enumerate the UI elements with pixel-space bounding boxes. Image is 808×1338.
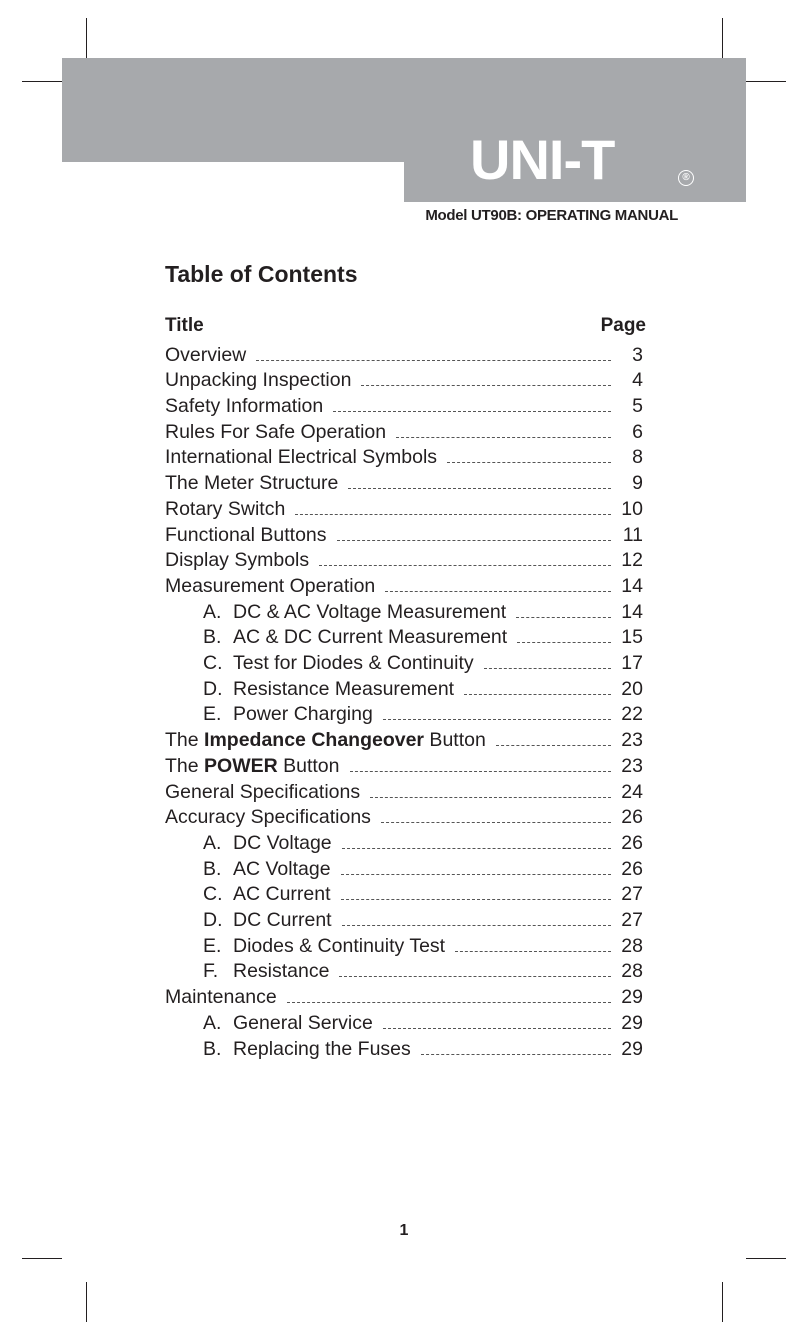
dot-leader — [383, 719, 611, 720]
toc-entry — [165, 494, 643, 520]
toc-entry-text: Diodes & Continuity Test — [233, 934, 446, 957]
toc-entry-letter: B. — [203, 1037, 222, 1060]
toc-entry — [203, 905, 643, 931]
toc-entry-title — [203, 935, 445, 957]
toc-entry-text: International Electrical Symbols — [165, 446, 438, 469]
toc-entry — [203, 1008, 643, 1034]
toc-entry-title — [165, 575, 375, 597]
toc-entry-letter: B. — [203, 626, 222, 649]
toc-entry — [203, 597, 643, 623]
toc-entry-letter: A. — [203, 600, 222, 623]
toc-entry — [165, 571, 643, 597]
toc-entry — [165, 751, 643, 777]
toc-entry-text: AC Current — [233, 883, 331, 906]
toc-entry-title — [165, 395, 323, 417]
toc-entry-text: Rules For Safe Operation — [165, 420, 387, 443]
toc-entry-title — [165, 472, 338, 494]
toc-entry — [203, 931, 643, 957]
dot-leader — [342, 848, 611, 849]
toc-entry-text: DC Current — [233, 909, 332, 932]
toc-entry-page: 14 — [621, 600, 643, 623]
toc-entry-title — [203, 652, 474, 674]
dot-leader — [361, 385, 611, 386]
toc-entry-text: Overview — [165, 343, 247, 366]
toc-entry-text: Button — [277, 754, 340, 777]
dot-leader — [484, 668, 611, 669]
toc-entry-letter: F. — [203, 960, 219, 983]
toc-entry-text: Display Symbols — [165, 549, 310, 572]
toc-entry-title — [203, 678, 454, 700]
toc-entry-title — [203, 601, 506, 623]
crop-mark — [22, 81, 62, 82]
toc-entry — [165, 520, 643, 546]
toc-entry-page: 22 — [621, 703, 643, 726]
toc-entry-page: 26 — [621, 857, 643, 880]
toc-entry-title — [165, 806, 371, 828]
dot-leader — [516, 617, 611, 618]
model-line: Model UT90B: OPERATING MANUAL — [425, 207, 678, 224]
toc-entry-title — [165, 421, 386, 443]
page-number: 1 — [399, 1222, 409, 1239]
toc-entry-text: Functional Buttons — [165, 523, 327, 546]
dot-leader — [455, 951, 611, 952]
toc-entry-page: 23 — [621, 754, 643, 777]
toc-entry-page: 20 — [621, 677, 643, 700]
toc-entry-text: Measurement Operation — [165, 574, 376, 597]
toc-entry-page: 4 — [632, 369, 643, 392]
toc-entry-text: Maintenance — [165, 986, 277, 1009]
toc-entry-text: Test for Diodes & Continuity — [233, 652, 474, 675]
toc-entry — [165, 340, 643, 366]
toc-entry-title — [165, 549, 309, 571]
toc-entry-page: 24 — [621, 780, 643, 803]
toc-entry-page: 5 — [632, 395, 643, 418]
toc-entry-letter: C. — [203, 652, 223, 675]
toc-entry — [203, 828, 643, 854]
toc-entry-page: 28 — [621, 934, 643, 957]
toc-entry-text: Power Charging — [233, 703, 373, 726]
toc-entry-text: Unpacking Inspection — [165, 369, 352, 392]
toc-entry-text: AC & DC Current Measurement — [233, 626, 508, 649]
toc-entry-title — [165, 344, 246, 366]
toc-entry-text: Resistance Measurement — [233, 677, 455, 700]
toc-entry-page: 29 — [621, 1037, 643, 1060]
toc-entry-emphasis: POWER — [204, 754, 278, 777]
toc-entry — [203, 854, 643, 880]
toc-entry-letter: B. — [203, 857, 222, 880]
toc-entry-title — [165, 369, 351, 391]
toc-entry-page: 29 — [621, 1011, 643, 1034]
toc-entry — [165, 726, 643, 752]
toc-entry-page: 26 — [621, 831, 643, 854]
toc-entry — [165, 803, 643, 829]
toc-entry-letter: C. — [203, 883, 223, 906]
toc-entry — [165, 417, 643, 443]
toc-entry-letter: D. — [203, 909, 223, 932]
toc-entry-title — [165, 498, 285, 520]
column-header-title: Title — [165, 315, 204, 336]
toc-entry — [165, 546, 643, 572]
dot-leader — [348, 488, 611, 489]
dot-leader — [396, 437, 611, 438]
dot-leader — [464, 694, 611, 695]
toc-entry-title — [203, 909, 332, 931]
toc-entry-text: Rotary Switch — [165, 497, 286, 520]
toc-entry — [203, 880, 643, 906]
dot-leader — [342, 925, 611, 926]
toc-entry-text: DC Voltage — [233, 831, 332, 854]
toc-entry-title — [165, 781, 360, 803]
toc-entry-text: DC & AC Voltage Measurement — [233, 600, 507, 623]
toc-entry — [203, 623, 643, 649]
brand-logo-text: UNI-T — [470, 128, 615, 191]
dot-leader — [319, 565, 611, 566]
toc-entry-text: The Meter Structure — [165, 472, 339, 495]
dot-leader — [517, 642, 611, 643]
toc-entry-title — [165, 986, 277, 1008]
crop-mark — [746, 1258, 786, 1259]
dot-leader — [370, 797, 611, 798]
crop-mark — [86, 1282, 87, 1322]
toc-entry-letter: A. — [203, 831, 222, 854]
dot-leader — [381, 822, 611, 823]
toc-entry-page: 28 — [621, 960, 643, 983]
toc-entry-title — [203, 1038, 411, 1060]
toc-entry-title — [203, 883, 331, 905]
toc-entry — [203, 648, 643, 674]
brand-logo — [470, 130, 696, 190]
toc-entry — [203, 700, 643, 726]
toc-entry-page: 23 — [621, 729, 643, 752]
dot-leader — [350, 771, 612, 772]
toc-entry-title — [203, 626, 507, 648]
toc-entry-page: 27 — [621, 909, 643, 932]
toc-entry-text: AC Voltage — [233, 857, 331, 880]
toc-entry — [203, 674, 643, 700]
toc-entry-title — [165, 446, 437, 468]
toc-entry-text: The — [165, 754, 205, 777]
crop-mark — [722, 1282, 723, 1322]
toc-entry-letter: D. — [203, 677, 223, 700]
toc-entry-page: 17 — [621, 652, 643, 675]
toc-entry-title — [165, 755, 340, 777]
registered-mark: ® — [678, 170, 694, 186]
toc-entry-page: 11 — [622, 523, 643, 546]
crop-mark — [722, 18, 723, 58]
dot-leader — [447, 462, 611, 463]
toc-entry-title — [203, 858, 331, 880]
dot-leader — [421, 1054, 611, 1055]
toc-entry-text: Safety Information — [165, 395, 324, 418]
dot-leader — [295, 514, 611, 515]
toc-entry-page: 29 — [621, 986, 643, 1009]
toc-entry-text: General Service — [233, 1011, 373, 1034]
toc-entry-page: 3 — [632, 343, 643, 366]
toc-entry — [165, 391, 643, 417]
dot-leader — [341, 874, 611, 875]
toc-entry-page: 12 — [621, 549, 643, 572]
toc-entry-title — [203, 960, 329, 982]
toc-entry-page: 10 — [621, 497, 643, 520]
toc-entry-text: Resistance — [233, 960, 330, 983]
toc-entry — [165, 983, 643, 1009]
toc-entry-page: 8 — [632, 446, 643, 469]
crop-mark — [22, 1258, 62, 1259]
dot-leader — [337, 540, 611, 541]
toc-entry — [165, 469, 643, 495]
column-header-page: Page — [600, 315, 646, 336]
toc-entry-page: 27 — [621, 883, 643, 906]
dot-leader — [333, 411, 611, 412]
toc-entry-title — [165, 729, 486, 751]
toc-entry-title — [203, 832, 332, 854]
toc-entry — [203, 1034, 643, 1060]
toc-entry-letter: A. — [203, 1011, 222, 1034]
toc-entry-text: General Specifications — [165, 780, 361, 803]
toc-entry-emphasis: Impedance Changeover — [204, 729, 425, 752]
toc-entry-page: 26 — [621, 806, 643, 829]
toc-entry-text: Replacing the Fuses — [233, 1037, 411, 1060]
dot-leader — [496, 745, 611, 746]
toc-entry — [165, 777, 643, 803]
toc-entry-text: Button — [424, 729, 486, 752]
dot-leader — [383, 1028, 611, 1029]
dot-leader — [385, 591, 611, 592]
page-title: Table of Contents — [165, 261, 358, 287]
toc-entry-title — [203, 703, 373, 725]
toc-entry-page: 15 — [621, 626, 643, 649]
toc-entry-page: 6 — [632, 420, 643, 443]
crop-mark — [86, 18, 87, 58]
toc-entry-letter: E. — [203, 934, 222, 957]
toc-entry-page: 9 — [632, 472, 643, 495]
crop-mark — [746, 81, 786, 82]
dot-leader — [341, 899, 611, 900]
toc-entry-letter: E. — [203, 703, 222, 726]
toc-entry-title — [165, 524, 327, 546]
toc-entry — [165, 366, 643, 392]
toc-entry-title — [203, 1012, 373, 1034]
toc-entry-page: 14 — [621, 574, 643, 597]
toc-entry-text: Accuracy Specifications — [165, 806, 371, 829]
toc-entry — [203, 957, 643, 983]
dot-leader — [256, 360, 611, 361]
dot-leader — [287, 1002, 611, 1003]
dot-leader — [339, 976, 611, 977]
toc-entry-text: The — [165, 729, 205, 752]
toc-entry — [165, 443, 643, 469]
